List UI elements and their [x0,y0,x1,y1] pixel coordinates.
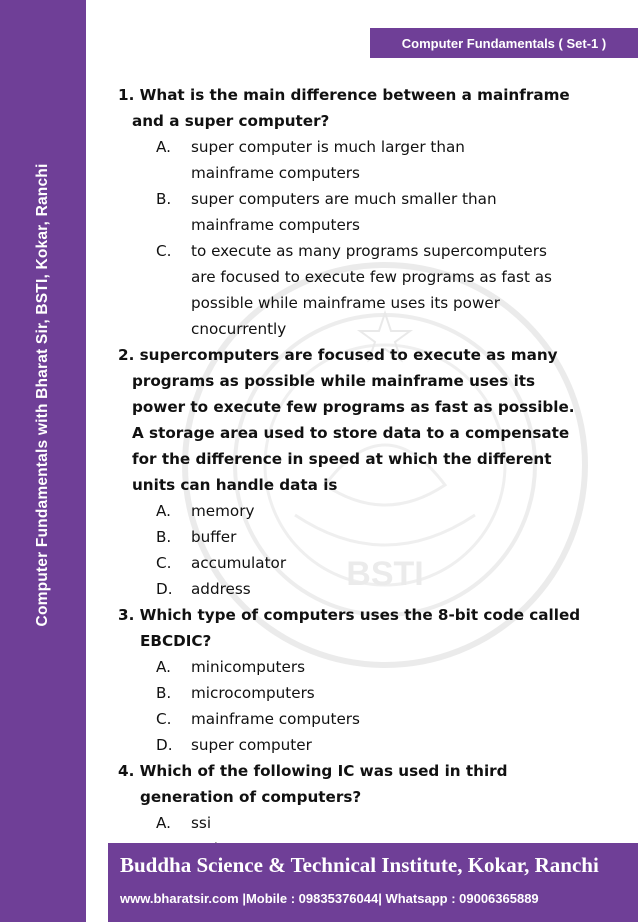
option-c [118,238,623,342]
option-label: A. [156,658,171,676]
question-2 [118,342,623,602]
option-text: ssi [191,814,212,832]
option-label: B. [156,528,172,546]
question-line: 1. What is the main difference between a mainframe [118,86,570,104]
option-text: possible while mainframe uses its power [191,294,500,312]
left-sidebar [0,0,86,922]
option-text: cnocurrently [191,320,287,338]
option-text: mainframe computers [191,710,360,728]
sidebar-vertical-title: Computer Fundamentals with Bharat Sir, BSTI, Kokar, Ranchi [34,163,51,627]
option-label: B. [156,684,172,702]
option-b [118,680,623,706]
option-a [118,654,623,680]
question-line: A storage area used to store data to a compensate [132,424,570,442]
question-line: programs as possible while mainframe uses its [132,372,536,390]
option-text: address [191,580,251,598]
question-line: power to execute few programs as fast as possible. [132,398,575,416]
question-text [118,342,623,498]
footer [108,843,638,922]
question-line: 2. supercomputers are focused to execute as many [118,346,558,364]
option-b [118,524,623,550]
option-c [118,550,623,576]
option-a [118,810,623,836]
option-text: minicomputers [191,658,306,676]
option-a [118,498,623,524]
option-text: super computer [191,736,312,754]
option-text: buffer [191,528,237,546]
watermark-text: BSTI [346,555,424,593]
option-text: super computer is much larger than [191,138,465,156]
question-list [118,82,623,862]
option-b [118,186,623,238]
option-label: C. [156,554,172,572]
option-text: super computers are much smaller than [191,190,497,208]
option-text: to execute as many programs supercomputers [191,242,547,260]
question-text [118,758,623,810]
option-text: are focused to execute few programs as fast as [191,268,552,286]
option-label: C. [156,242,172,260]
option-label: A. [156,814,171,832]
question-line: generation of computers? [140,788,362,806]
option-label: C. [156,710,172,728]
option-text: memory [191,502,255,520]
option-text: mainframe computers [191,164,360,182]
question-1 [118,82,623,342]
option-c [118,706,623,732]
option-a [118,134,623,186]
option-label: A. [156,502,171,520]
question-line: 4. Which of the following IC was used in third [118,762,508,780]
header-badge: Computer Fundamentals ( Set-1 ) [370,28,638,58]
question-line: EBCDIC? [140,632,212,650]
footer-title: Buddha Science & Technical Institute, Kokar, Ranchi [120,853,599,877]
footer-contact: www.bharatsir.com |Mobile : 09835376044| Whatsapp : 09006365889 [120,891,539,906]
question-line: 3. Which type of computers uses the 8-bit code called [118,606,581,624]
option-label: D. [156,736,173,754]
option-label: B. [156,190,172,208]
option-text: microcomputers [191,684,315,702]
question-3 [118,602,623,758]
option-d [118,576,623,602]
question-text [118,82,623,134]
option-label: A. [156,138,171,156]
question-text [118,602,623,654]
option-d [118,732,623,758]
question-line: units can handle data is [132,476,338,494]
question-line: and a super computer? [132,112,330,130]
option-label: D. [156,580,173,598]
option-text: mainframe computers [191,216,360,234]
question-line: for the difference in speed at which the different [132,450,552,468]
option-text: accumulator [191,554,287,572]
